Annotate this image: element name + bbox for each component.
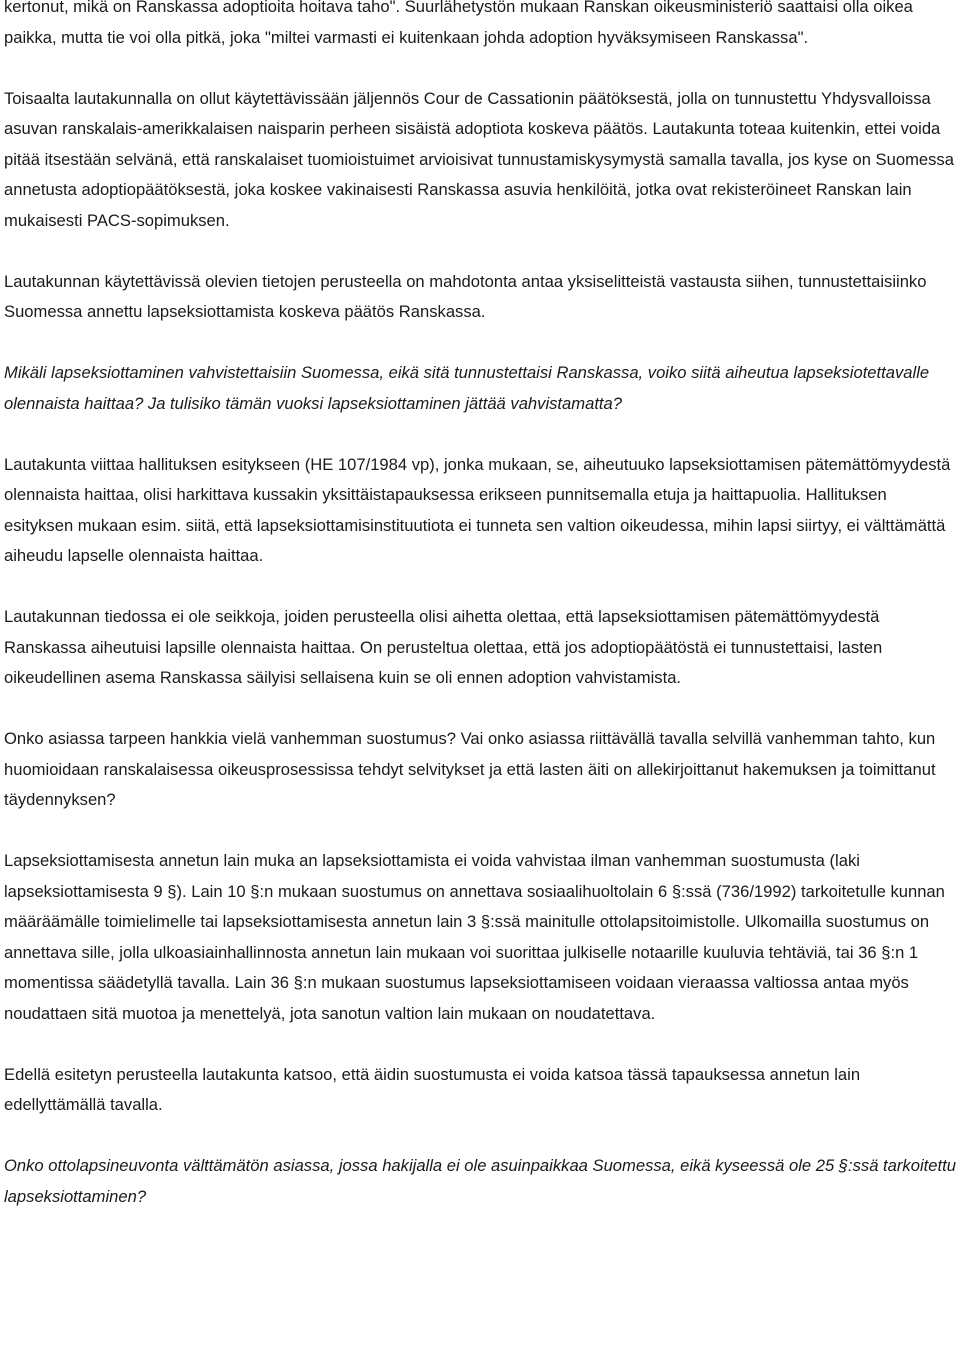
paragraph-recognition-uncertain: Lautakunnan käytettävissä olevien tietojen perusteella on mahdotonta antaa yksiselitteistä vastausta siihen, tunnustettaisiinko Suomessa annettu lapseksiottamista koskeva päätös Ranskassa. (4, 271, 927, 321)
question-adoption-counselling: Onko ottolapsineuvonta välttämätön asiassa, jossa hakijalla ei ole asuinpaikkaa Suomessa, eikä kyseessä ole 25 §:ssä tarkoitettu lapseksiottaminen? (4, 1156, 956, 1206)
paragraph-parent-consent-question: Onko asiassa tarpeen hankkia vielä vanhemman suostumus? Vai onko asiassa riittävällä tavalla selvillä vanhemman tahto, kun huomioidaan ranskalaisessa oikeusprosessissa tehdyt selvitykset ja että lasten äiti on allekirjoittanut hakemuksen ja toimittanut täydennyksen? (4, 729, 936, 809)
paragraph-consent-law: Lapseksiottamisesta annetun lain muka an lapseksiottamista ei voida vahvistaa ilman vanhemman suostumusta (laki lapseksiottamisesta 9 §). Lain 10 §:n mukaan suostumus on annettava sosiaalihuoltolain 6 §:ssä (736/1992) tarkoitetulle kunnan määräämälle toimielimelle tai lapseksiottamisesta annetun lain 3 §:ssä mainitulle ottolapsitoimistolle. Ulkomailla suostumus on annettava sille, jolla ulkoasiainhallinnosta annetun lain mukaan voi suorittaa julkiselle notaarille kuuluvia tehtäviä, tai 36 §:n 1 momentissa säädetyllä tavalla. Lain 36 §:n mukaan suostumus lapseksiottamiseen voidaan vieraassa valtiossa antaa myös noudattaen sitä muotoa ja menettelyä, jota sanotun valtion lain mukaan on noudatettava. (4, 851, 945, 1023)
paragraph-government-proposal: Lautakunta viittaa hallituksen esitykseen (HE 107/1984 vp), jonka mukaan, se, aiheutuuko lapseksiottamisen pätemättömyydestä olennaista haittaa, olisi harkittava kussakin yksittäistapauksessa erikseen punnitsemalla etuja ja haittapuolia. Hallituksen esityksen mukaan esim. siitä, että lapseksiottamisinstituutiota ei tunneta sen valtion oikeudessa, mihin lapsi siirtyy, ei välttämättä aiheudu lapselle olennaista haittaa. (4, 454, 951, 565)
document-page (4, 0, 958, 1243)
paragraph-adoption-authority: kertonut, mikä on Ranskassa adoptioita hoitava taho". Suurlähetystön mukaan Ranskan oikeusministeriö saattaisi olla oikea paikka, mutta tie voi olla pitkä, joka "miltei varmasti ei kuitenkaan johda adoption hyväksymiseen Ranskassa". (4, 0, 913, 47)
paragraph-consent-conclusion: Edellä esitetyn perusteella lautakunta katsoo, että äidin suostumusta ei voida katsoa tässä tapauksessa annetun lain edellyttämällä tavalla. (4, 1064, 861, 1114)
question-harm-if-not-recognized: Mikäli lapseksiottaminen vahvistettaisiin Suomessa, eikä sitä tunnustettaisi Ranskassa, voiko siitä aiheutua lapseksiotettavalle olennaista haittaa? Ja tulisiko tämän vuoksi lapseksiottaminen jättää vahvistamatta? (4, 363, 930, 413)
paragraph-cour-de-cassation: Toisaalta lautakunnalla on ollut käytettävissään jäljennös Cour de Cassationin päätöksestä, jolla on tunnustettu Yhdysvalloissa asuvan ranskalais-amerikkalaisen naisparin perheen sisäistä adoptiota koskeva päätös. Lautakunta toteaa kuitenkin, ettei voida pitää itsestään selvänä, että ranskalaiset tuomioistuimet arvioisivat tunnustamiskysymystä samalla tavalla, jos kyse on Suomessa annetusta adoptiopäätöksestä, joka koskee vakinaisesti Ranskassa asuvia henkilöitä, jotka ovat rekisteröineet Ranskan lain mukaisesti PACS-sopimuksen. (4, 88, 954, 230)
paragraph-no-substantial-harm: Lautakunnan tiedossa ei ole seikkoja, joiden perusteella olisi aihetta olettaa, että lapseksiottamisen pätemättömyydestä Ranskassa aiheutuisi lapsille olennaista haittaa. On perusteltua olettaa, että jos adoptiopäätöstä ei tunnustettaisi, lasten oikeudellinen asema Ranskassa säilyisi sellaisena kuin se oli ennen adoption vahvistamista. (4, 607, 883, 687)
